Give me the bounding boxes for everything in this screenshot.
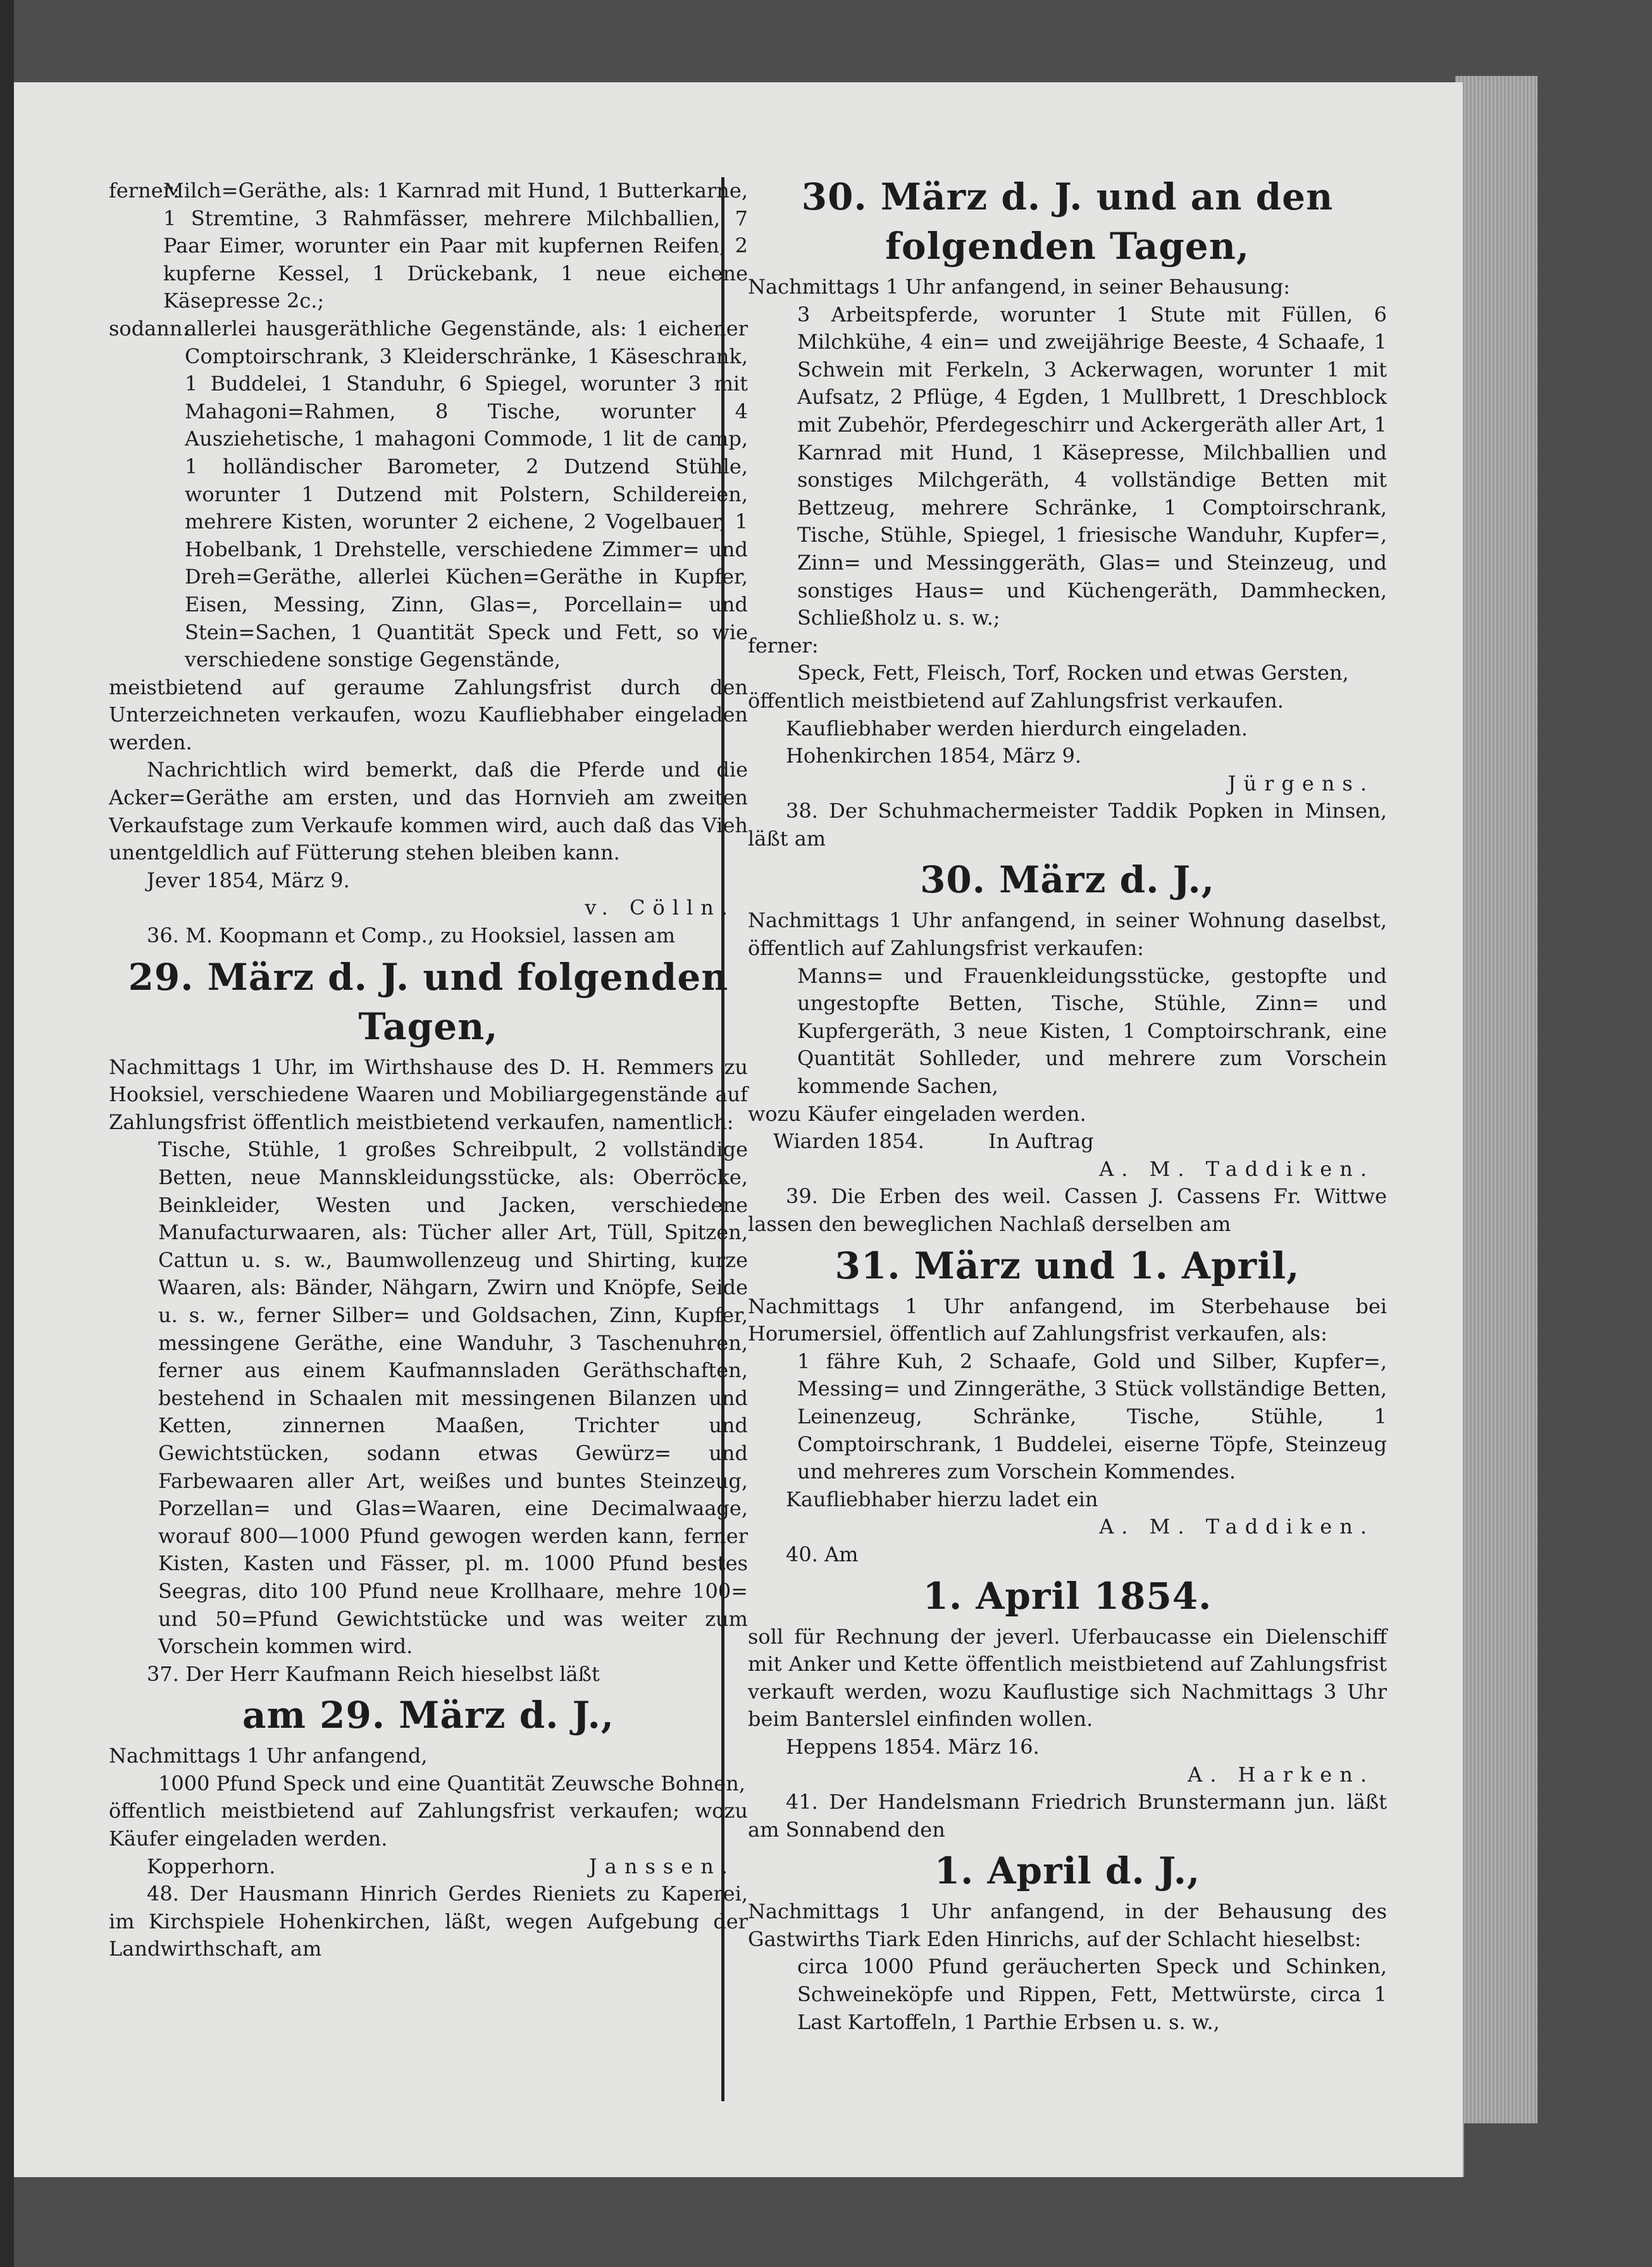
scan-edge xyxy=(0,0,14,2267)
paragraph: öffentlich meistbietend auf Zahlungsfrist verkaufen. xyxy=(748,688,1284,713)
item-list: 1000 Pfund Speck und eine Quantität Zeuwsche Bohnen, xyxy=(158,1771,745,1795)
place: Wiarden 1854. xyxy=(773,1129,924,1154)
place-commission-row xyxy=(748,1128,1387,1156)
paragraph: Nachmittags 1 Uhr anfangend, im Sterbehause bei Horumersiel, öffentlich auf Zahlungsfrist verkaufen, als: xyxy=(748,1294,1387,1346)
item-list: circa 1000 Pfund geräucherten Speck und Schinken, Schweineköpfe und Rippen, Fett, Mettwürste, circa 1 Last Kartoffeln, 1 Parthie Erbsen u. s. w., xyxy=(797,1954,1387,2034)
signature: A. M. Taddiken. xyxy=(1099,1156,1374,1181)
list-text: Milch=Geräthe, als: 1 Karnrad mit Hund, 1 Butterkarne, 1 Stremtine, 3 Rahmfässer, mehrere Milchballien, 7 Paar Eimer, worunter ein Paar mit kupfernen Reifen, 2 kupferne Kessel, 1 Drückebank, 1 neue eichene Käsepresse 2c.; xyxy=(163,178,748,313)
heading-date: 1. April 1854. xyxy=(922,1574,1212,1618)
item-list: Speck, Fett, Fleisch, Torf, Rocken und etwas Gersten, xyxy=(797,661,1349,685)
signature: A. Harken. xyxy=(1188,1762,1374,1787)
paragraph: Nachrichtlich wird bemerkt, daß die Pferde und die Acker=Geräthe am ersten, und das Hornvieh am zweiten Verkaufstage zum Verkaufe kommen wird, auch daß das Vieh unentgeldlich auf Fütterung stehen bleiben kann. xyxy=(109,758,748,865)
item-list: Tische, Stühle, 1 großes Schreibpult, 2 vollständige Betten, neue Mannskleidungsstücke, als: Oberröcke, Beinkleider, Westen und Jacken, verschiedene Manufacturwaaren, als: Tücher aller Art, Tüll, Spitzen, Cattun u. s. w., Baumwollenzeug und Shirting, kurze Waaren, als: Bänder, Nähgarn, Zwirn und Knöpfe, Seide u. s. w., ferner Silber= und Goldsachen, Zinn, Kupfer, messingene Geräthe, eine Wanduhr, 3 Taschenuhren, ferner aus einem Kaufmannsladen Geräthschaften, bestehend in Schaalen mit messingenen Bilanzen und Ketten, zinnernen Maaßen, Trichter und Gewichtstücken, sodann etwas Gewürz= und Farbewaaren aller Art, weißes und buntes Steinzeug, Porzellan= und Glas=Waaren, eine Decimalwaage, worauf 800—1000 Pfund gewogen werden kann, ferner Kisten, Kasten und Fässer, pl. m. 1000 Pfund bestes Seegras, dito 100 Pfund neue Krollhaare, mehre 100= und 50=Pfund Gewichtstücke und was weiter zum Vorschein kommen wird. xyxy=(158,1137,748,1659)
list-label: ferner: xyxy=(109,178,180,203)
left-column xyxy=(109,177,748,1963)
book-page-edges xyxy=(1455,76,1537,2123)
notice-40-intro: 40. Am xyxy=(786,1542,859,1566)
heading-date: 31. März und 1. April, xyxy=(835,1244,1300,1287)
commission: In Auftrag xyxy=(988,1129,1094,1154)
paragraph: meistbietend auf geraume Zahlungsfrist durch den Unterzeichneten verkaufen, wozu Kaufliebhaber eingeladen werden. xyxy=(109,675,748,754)
paragraph: wozu Käufer eingeladen werden. xyxy=(748,1101,1086,1126)
heading-date: am 29. März d. J., xyxy=(242,1694,614,1737)
notice-37-intro: 37. Der Herr Kaufmann Reich hieselbst läßt xyxy=(147,1661,600,1686)
signature: Janssen. xyxy=(588,1854,735,1878)
notice-36-intro: 36. M. Koopmann et Comp., zu Hooksiel, lassen am xyxy=(147,923,676,948)
list-ferner xyxy=(109,177,748,315)
date-line: Heppens 1854. März 16. xyxy=(786,1734,1040,1759)
paragraph: öffentlich meistbietend auf Zahlungsfrist verkaufen; wozu Käufer eingeladen werden. xyxy=(109,1799,748,1851)
paragraph: Nachmittags 1 Uhr anfangend, in seiner Behausung: xyxy=(748,275,1290,299)
list-sodann xyxy=(109,315,748,674)
date-line: Jever 1854, März 9. xyxy=(147,868,350,892)
notice-39-intro: 39. Die Erben des weil. Cassen J. Cassens Fr. Wittwe lassen den beweglichen Nachlaß derselben am xyxy=(748,1184,1387,1236)
list-text: allerlei hausgeräthliche Gegenstände, als: 1 eichener Comptoirschrank, 3 Kleiderschränke, 1 Käseschrank, 1 Buddelei, 1 Standuhr, 6 Spiegel, worunter 3 mit Mahagoni=Rahmen, 8 Tische, worunter 4 Ausziehetische, 1 mahagoni Commode, 1 lit de camp, 1 holländischer Barometer, 2 Dutzend Stühle, worunter 1 Dutzend mit Polstern, Schildereien, mehrere Kisten, worunter 2 eichene, 2 Vogelbauer, 1 Hobelbank, 1 Drehstelle, verschiedene Zimmer= und Dreh=Geräthe, allerlei Küchen=Geräthe in Kupfer, Eisen, Messing, Zinn, Glas=, Porcellain= und Stein=Sachen, 1 Quantität Speck und Fett, so wie verschiedene sonstige Gegenstände, xyxy=(185,316,748,672)
list-label: sodann: xyxy=(109,316,190,340)
item-list: Manns= und Frauenkleidungsstücke, gestopfte und ungestopfte Betten, Tische, Stühle, Zinn= und Kupfergeräth, 3 neue Kisten, 1 Comptoirschrank, eine Quantität Sohlleder, und mehrere zum Vorschein kommende Sachen, xyxy=(797,963,1387,1099)
paragraph: Nachmittags 1 Uhr anfangend, in seiner Wohnung daselbst, öffentlich auf Zahlungsfrist verkaufen: xyxy=(748,908,1387,961)
signature: v. Cölln. xyxy=(585,896,735,920)
notice-41-intro: 41. Der Handelsmann Friedrich Brunstermann jun. läßt am Sonnabend den xyxy=(748,1790,1387,1842)
signature: Jürgens. xyxy=(1227,771,1374,796)
item-list: 1 fähre Kuh, 2 Schaafe, Gold und Silber, Kupfer=, Messing= und Zinngeräthe, 3 Stück vollständige Betten, Leinenzeug, Schränke, Tische, Stühle, 1 Comptoirschrank, 1 Buddelei, eiserne Töpfe, Steinzeug und mehreres zum Vorschein Kommendes. xyxy=(797,1349,1387,1484)
date-line: Hohenkirchen 1854, März 9. xyxy=(786,744,1081,768)
book-page xyxy=(14,82,1464,2177)
paragraph: Nachmittags 1 Uhr anfangend, in der Behausung des Gastwirths Tiark Eden Hinrichs, auf der Schlacht hieselbst: xyxy=(748,1899,1387,1951)
paragraph: Kaufliebhaber hierzu ladet ein xyxy=(786,1487,1098,1511)
paragraph: Nachmittags 1 Uhr, im Wirthshause des D. H. Remmers zu Hooksiel, verschiedene Waaren und Mobiliargegenstände auf Zahlungsfrist öffentlich meistbietend verkaufen, namentlich: xyxy=(109,1054,748,1134)
paragraph: soll für Rechnung der jeverl. Uferbaucasse ein Dielenschiff mit Anker und Kette öffentlich meistbietend auf Zahlungsfrist verkauft werden, wozu Kauflustige sich Nachmittags 3 Uhr beim Banterslel einfinden wollen. xyxy=(748,1624,1387,1732)
place: Kopperhorn. xyxy=(147,1854,276,1878)
label: ferner: xyxy=(748,633,819,658)
place-signature-row xyxy=(109,1853,748,1881)
heading-date: 30. März d. J., xyxy=(920,858,1215,902)
notice-48-intro: 48. Der Hausmann Hinrich Gerdes Rieniets zu Kaperei, im Kirchspiele Hohenkirchen, läßt, wegen Aufgebung der Landwirthschaft, am xyxy=(109,1882,748,1961)
right-column xyxy=(748,177,1387,2036)
heading-date: 1. April d. J., xyxy=(934,1849,1201,1893)
paragraph: Kaufliebhaber werden hierdurch eingeladen. xyxy=(786,716,1248,740)
item-list: 3 Arbeitspferde, worunter 1 Stute mit Füllen, 6 Milchkühe, 4 ein= und zweijährige Beeste, 4 Schaafe, 1 Schwein mit Ferkeln, 3 Ackerwagen, worunter 1 mit Aufsatz, 2 Pflüge, 4 Egden, 1 Mullbrett, 1 Dreschblock mit Zubehör, Pferdegeschirr und Ackergeräth aller Art, 1 Karnrad mit Hund, 1 Käsepresse, Milchballien und sonstiges Milchgeräth, 4 vollständige Betten mit Bettzeug, mehrere Schränke, 1 Comptoirschrank, Tische, Stühle, Spiegel, 1 friesische Wanduhr, Kupfer=, Zinn= und Messinggeräth, Glas= und Steinzeug, und sonstiges Haus= und Küchengeräth, Dammhecken, Schließholz u. s. w.; xyxy=(797,302,1387,630)
heading-date: 30. März d. J. und an den folgenden Tagen, xyxy=(801,175,1334,268)
paragraph: Nachmittags 1 Uhr anfangend, xyxy=(109,1744,428,1768)
signature: A. M. Taddiken. xyxy=(1099,1514,1374,1539)
notice-38-intro: 38. Der Schuhmachermeister Taddik Popken in Minsen, läßt am xyxy=(748,799,1387,851)
heading-date: 29. März d. J. und folgenden Tagen, xyxy=(128,955,729,1048)
